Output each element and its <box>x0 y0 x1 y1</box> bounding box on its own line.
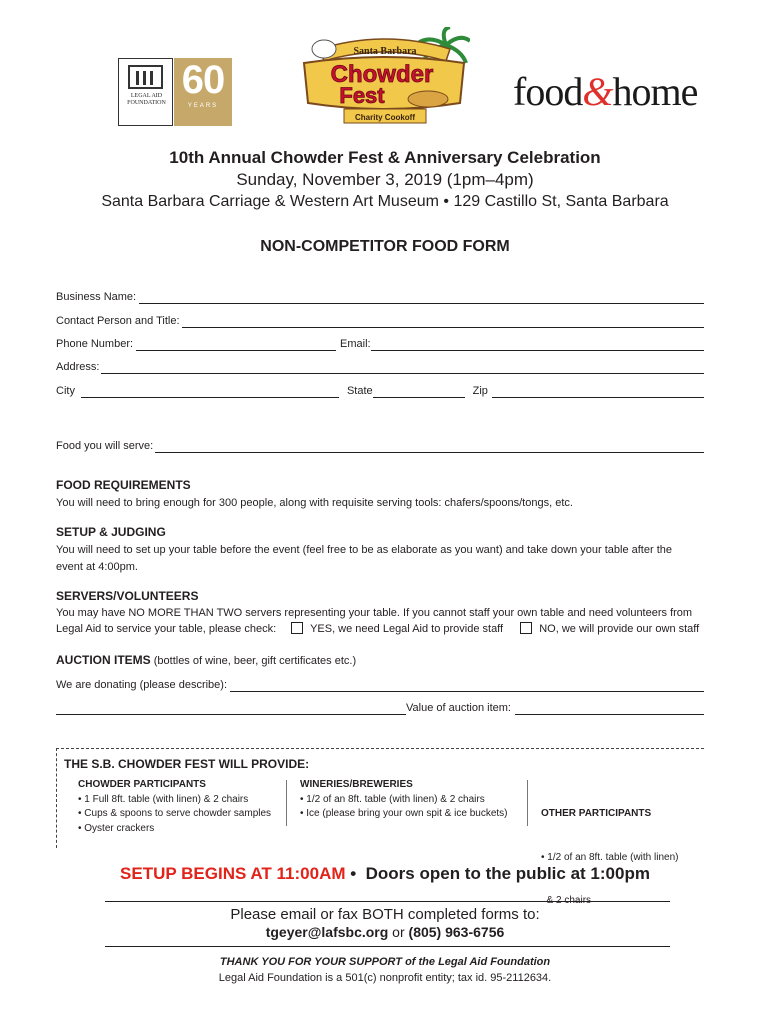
phone-email-row <box>56 337 704 351</box>
courthouse-icon <box>128 65 163 89</box>
form-title: NON-COMPETITOR FOOD FORM <box>260 238 510 255</box>
contact-line <box>0 924 770 940</box>
value-input-line[interactable] <box>515 704 704 715</box>
zip-input-line[interactable] <box>492 387 704 398</box>
state-input-line[interactable] <box>373 387 465 398</box>
auction-heading-row <box>56 652 716 670</box>
city-label: City <box>56 385 75 397</box>
state-label: State <box>346 385 373 397</box>
contact-email-link[interactable]: tgeyer@lafsbc.org <box>265 924 389 940</box>
wineries-item: • 1/2 of an 8ft. table (with linen) & 2 chairs <box>300 793 485 805</box>
provides-title: THE S.B. CHOWDER FEST WILL PROVIDE: <box>64 757 310 771</box>
auction-items-heading: AUCTION ITEMS <box>56 653 151 667</box>
food-logo-food: food <box>513 69 583 114</box>
business-name-field[interactable] <box>56 290 704 304</box>
setup-times <box>0 864 770 884</box>
city-state-zip-row <box>56 384 704 398</box>
business-name-input-line[interactable] <box>139 293 704 304</box>
food-requirements-heading: FOOD REQUIREMENTS <box>56 478 191 492</box>
event-date: Sunday, November 3, 2019 (1pm–4pm) <box>236 170 534 189</box>
sixty-number: 60 <box>181 58 225 102</box>
servers-text-line2: Legal Aid to service your table, please check: <box>56 623 277 635</box>
thank-you-text: THANK YOU FOR YOUR SUPPORT of the Legal Aid Foundation <box>219 956 551 968</box>
column-divider <box>286 780 287 826</box>
nonprofit-text: Legal Aid Foundation is a 501(c) nonprofit entity; tax id. 95-2112634. <box>218 972 552 984</box>
food-serve-label: Food you will serve: <box>56 440 154 452</box>
phone-label: Phone Number: <box>56 338 134 350</box>
legal-aid-logo-text: LEGAL AID FOUNDATION <box>127 93 166 106</box>
no-staff-label: NO, we will provide our own staff <box>539 623 700 635</box>
food-serve-input-line[interactable] <box>155 442 704 453</box>
chowder-logo-main-2: Fest <box>339 83 385 108</box>
yes-staff-label: YES, we need Legal Aid to provide staff <box>310 623 504 635</box>
chowder-participants-heading: CHOWDER PARTICIPANTS <box>78 779 206 790</box>
food-and-home-logo <box>513 68 698 116</box>
donating-continuation-line[interactable] <box>56 704 406 715</box>
setup-begins-text: SETUP BEGINS AT 11:00AM <box>120 864 346 883</box>
chowder-item: • 1 Full 8ft. table (with linen) & 2 chairs <box>78 793 249 805</box>
contact-person-label: Contact Person and Title: <box>56 315 180 327</box>
footer-divider-top <box>105 901 670 902</box>
yes-staff-checkbox[interactable] <box>291 622 303 634</box>
chowder-logo-main-1: Chowder <box>330 61 434 88</box>
please-send-text: Please email or fax BOTH completed forms to: <box>230 906 540 923</box>
servers-options-row <box>56 621 726 638</box>
sixty-years-label: YEARS <box>187 103 219 109</box>
other-item: • 1/2 of an 8ft. table (with linen) <box>541 851 679 863</box>
food-serve-field[interactable] <box>56 439 704 453</box>
chowder-fest-logo <box>300 27 470 127</box>
legal-aid-logo <box>118 58 173 126</box>
setup-judging-heading: SETUP & JUDGING <box>56 525 166 539</box>
address-input-line[interactable] <box>101 363 704 374</box>
wineries-item: • Ice (please bring your own spit & ice buckets) <box>300 808 508 819</box>
chowder-logo-top-text: Santa Barbara <box>353 46 417 57</box>
wineries-column <box>300 778 522 822</box>
phone-input-line[interactable] <box>136 340 336 351</box>
event-title: 10th Annual Chowder Fest & Anniversary Celebration <box>169 148 601 167</box>
zip-label: Zip <box>472 385 488 397</box>
sixty-years-badge <box>174 58 232 126</box>
donating-label: We are donating (please describe): <box>56 679 228 691</box>
business-name-label: Business Name: <box>56 291 137 303</box>
value-row <box>56 701 704 715</box>
contact-fax: (805) 963-6756 <box>408 924 505 940</box>
or-text: or <box>388 924 409 940</box>
contact-person-input-line[interactable] <box>182 317 704 328</box>
column-divider <box>527 780 528 826</box>
contact-person-field[interactable] <box>56 314 704 328</box>
legal-aid-60-years-logo <box>118 58 232 126</box>
chowder-participants-column <box>78 778 283 836</box>
address-label: Address: <box>56 361 100 373</box>
footer-divider-bottom <box>105 946 670 947</box>
other-participants-heading: OTHER PARTICIPANTS <box>541 808 652 819</box>
servers-text-line1: You may have NO MORE THAN TWO servers representing your table. If you cannot staff your own table and need volunteers from <box>56 607 693 619</box>
doors-open-text: • Doors open to the public at 1:00pm <box>345 864 650 883</box>
email-label: Email: <box>340 338 371 350</box>
food-logo-home: home <box>612 69 698 114</box>
no-staff-checkbox[interactable] <box>520 622 532 634</box>
food-requirements-text: You will need to bring enough for 300 people, along with requisite serving tools: chafers/spoons/tongs, etc. <box>56 497 573 509</box>
servers-volunteers-heading: SERVERS/VOLUNTEERS <box>56 589 199 603</box>
chowder-logo-banner: Charity Cookoff <box>355 113 415 122</box>
chowder-item: • Cups & spoons to serve chowder samples <box>78 808 272 819</box>
food-logo-amp: & <box>582 69 613 114</box>
chowder-item: • Oyster crackers <box>78 822 155 834</box>
auction-items-subtitle: (bottles of wine, beer, gift certificates etc.) <box>153 655 357 667</box>
event-location: Santa Barbara Carriage & Western Art Museum • 129 Castillo St, Santa Barbara <box>101 193 669 210</box>
email-input-line[interactable] <box>371 340 704 351</box>
setup-judging-text: You will need to set up your table before the event (feel free to be as elaborate as you want) and take down your table after the event at 4:00pm. <box>56 544 672 573</box>
wineries-heading: WINERIES/BREWERIES <box>300 779 413 790</box>
value-label: Value of auction item: <box>406 702 511 714</box>
address-field[interactable] <box>56 360 704 374</box>
donating-input-line[interactable] <box>230 681 704 692</box>
donating-field[interactable] <box>56 678 704 692</box>
city-input-line[interactable] <box>81 387 339 398</box>
